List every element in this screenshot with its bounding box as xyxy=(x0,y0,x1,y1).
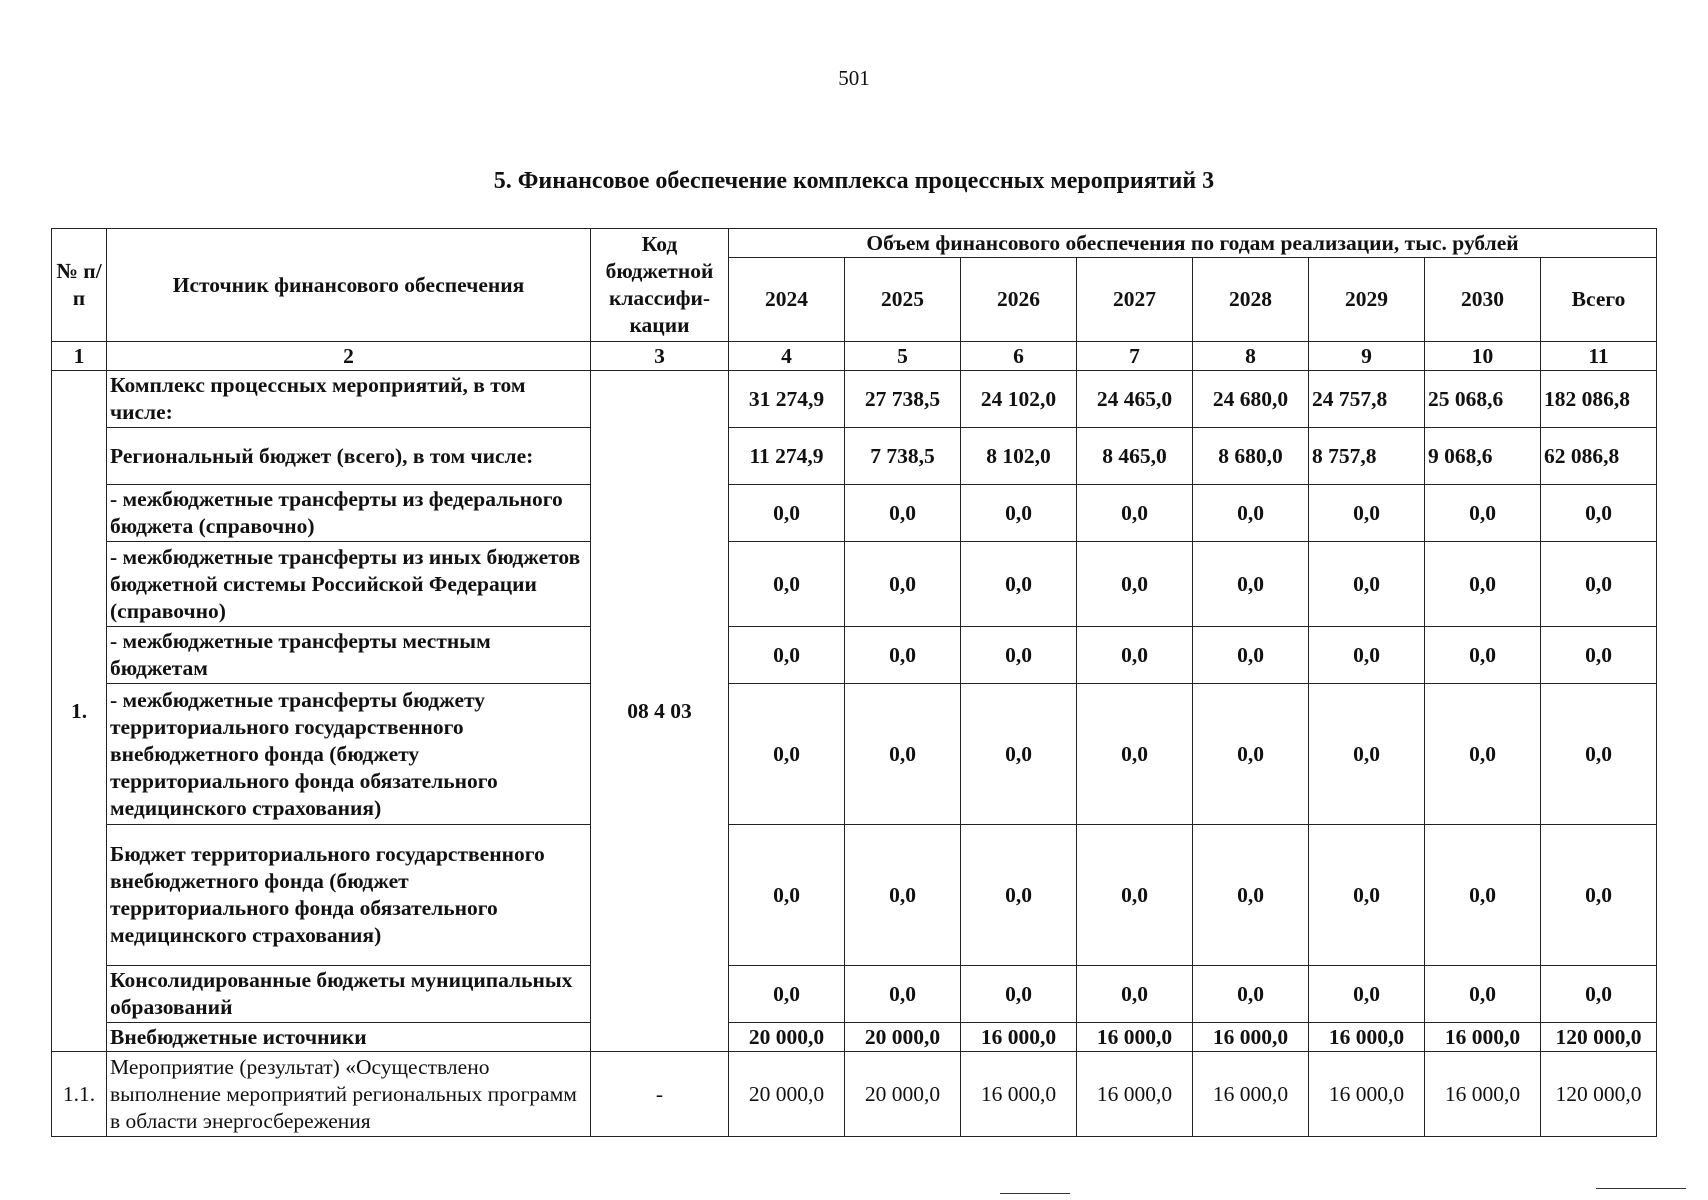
column-numbers-row xyxy=(52,342,1657,371)
row-value: 24 102,0 xyxy=(961,371,1077,428)
header-year: 2029 xyxy=(1309,258,1425,342)
column-number: 10 xyxy=(1425,342,1541,371)
row-value: 0,0 xyxy=(961,627,1077,684)
row-value: 0,0 xyxy=(729,542,845,627)
scan-line xyxy=(1000,1193,1070,1194)
table-row xyxy=(52,428,1657,485)
table-row xyxy=(52,1052,1657,1137)
row-value: 8 102,0 xyxy=(961,428,1077,485)
table-row xyxy=(52,1023,1657,1052)
row-value: 8 757,8 xyxy=(1309,428,1425,485)
table-row xyxy=(52,485,1657,542)
row-code: - xyxy=(591,1052,729,1137)
row-value: 24 465,0 xyxy=(1077,371,1193,428)
row-value: 16 000,0 xyxy=(1077,1052,1193,1137)
row-value: 0,0 xyxy=(729,684,845,825)
row-value: 0,0 xyxy=(1425,966,1541,1023)
row-value: 0,0 xyxy=(845,485,961,542)
row-source: Консолидированные бюджеты муниципальных образований xyxy=(107,966,591,1023)
row-value: 0,0 xyxy=(961,485,1077,542)
row-value: 0,0 xyxy=(1541,825,1657,966)
row-value: 0,0 xyxy=(1541,966,1657,1023)
row-source: Внебюджетные источники xyxy=(107,1023,591,1052)
column-number: 5 xyxy=(845,342,961,371)
row-value: 0,0 xyxy=(1193,966,1309,1023)
row-value: 8 465,0 xyxy=(1077,428,1193,485)
row-value: 27 738,5 xyxy=(845,371,961,428)
scan-line xyxy=(1596,1188,1686,1189)
table-row xyxy=(52,542,1657,627)
row-value: 0,0 xyxy=(1425,542,1541,627)
row-source: - межбюджетные трансферты из иных бюджетов бюджетной системы Российской Федерации (справочно) xyxy=(107,542,591,627)
row-value: 16 000,0 xyxy=(1077,1023,1193,1052)
row-value: 20 000,0 xyxy=(729,1052,845,1137)
row-value: 62 086,8 xyxy=(1541,428,1657,485)
row-value: 120 000,0 xyxy=(1541,1052,1657,1137)
table-row xyxy=(52,684,1657,825)
row-value: 0,0 xyxy=(1309,966,1425,1023)
row-value: 0,0 xyxy=(1193,485,1309,542)
row-value: 0,0 xyxy=(1309,485,1425,542)
table-row xyxy=(52,825,1657,966)
row-value: 16 000,0 xyxy=(1309,1023,1425,1052)
column-number: 11 xyxy=(1541,342,1657,371)
row-value: 0,0 xyxy=(1309,825,1425,966)
row-value: 0,0 xyxy=(1309,542,1425,627)
row-source: Мероприятие (результат) «Осуществлено выполнение мероприятий региональных программ в области энергосбережения xyxy=(107,1052,591,1137)
header-total: Всего xyxy=(1541,258,1657,342)
row-value: 0,0 xyxy=(845,684,961,825)
row-value: 16 000,0 xyxy=(1193,1052,1309,1137)
row-value: 16 000,0 xyxy=(1193,1023,1309,1052)
row-value: 16 000,0 xyxy=(1309,1052,1425,1137)
row-value: 0,0 xyxy=(729,627,845,684)
row-value: 20 000,0 xyxy=(845,1052,961,1137)
header-year: 2025 xyxy=(845,258,961,342)
row-value: 24 757,8 xyxy=(1309,371,1425,428)
row-value: 0,0 xyxy=(1309,684,1425,825)
column-number: 7 xyxy=(1077,342,1193,371)
header-year: 2030 xyxy=(1425,258,1541,342)
row-value: 0,0 xyxy=(729,825,845,966)
table-row xyxy=(52,966,1657,1023)
row-value: 16 000,0 xyxy=(961,1023,1077,1052)
row-value: 0,0 xyxy=(845,542,961,627)
row-value: 16 000,0 xyxy=(1425,1052,1541,1137)
row-number: 1.1. xyxy=(52,1052,107,1137)
header-volume: Объем финансового обеспечения по годам реализации, тыс. рублей xyxy=(729,229,1657,258)
row-value: 0,0 xyxy=(961,542,1077,627)
row-value: 16 000,0 xyxy=(961,1052,1077,1137)
row-value: 0,0 xyxy=(1077,485,1193,542)
row-value: 31 274,9 xyxy=(729,371,845,428)
header-source: Источник финансового обеспечения xyxy=(107,229,591,342)
column-number: 1 xyxy=(52,342,107,371)
row-value: 25 068,6 xyxy=(1425,371,1541,428)
row-source: Региональный бюджет (всего), в том числе: xyxy=(107,428,591,485)
header-code: Код бюджетной классифи-кации xyxy=(591,229,729,342)
table-row xyxy=(52,371,1657,428)
row-value: 11 274,9 xyxy=(729,428,845,485)
row-value: 20 000,0 xyxy=(729,1023,845,1052)
row-value: 0,0 xyxy=(1541,542,1657,627)
row-value: 120 000,0 xyxy=(1541,1023,1657,1052)
row-value: 7 738,5 xyxy=(845,428,961,485)
row-value: 24 680,0 xyxy=(1193,371,1309,428)
row-value: 0,0 xyxy=(1077,966,1193,1023)
table-row xyxy=(52,627,1657,684)
row-value: 0,0 xyxy=(1425,485,1541,542)
column-number: 3 xyxy=(591,342,729,371)
row-value: 0,0 xyxy=(845,966,961,1023)
page-number: 501 xyxy=(838,66,870,90)
header-year: 2026 xyxy=(961,258,1077,342)
row-source: - межбюджетные трансферты бюджету территориального государственного внебюджетного фонда (бюджету территориального фонда обязательного медицинского страхования) xyxy=(107,684,591,825)
column-number: 6 xyxy=(961,342,1077,371)
row-value: 0,0 xyxy=(1309,627,1425,684)
row-value: 0,0 xyxy=(1425,627,1541,684)
row-value: 0,0 xyxy=(1077,825,1193,966)
row-value: 8 680,0 xyxy=(1193,428,1309,485)
header-year: 2024 xyxy=(729,258,845,342)
row-value: 0,0 xyxy=(845,627,961,684)
header-year: 2027 xyxy=(1077,258,1193,342)
row-value: 16 000,0 xyxy=(1425,1023,1541,1052)
row-source: Бюджет территориального государственного внебюджетного фонда (бюджет территориального фонда обязательного медицинского страхования) xyxy=(107,825,591,966)
financing-table xyxy=(51,228,1657,1137)
row-value: 0,0 xyxy=(1541,684,1657,825)
row-value: 9 068,6 xyxy=(1425,428,1541,485)
row-value: 20 000,0 xyxy=(845,1023,961,1052)
row-value: 0,0 xyxy=(1425,825,1541,966)
row-source: - межбюджетные трансферты местным бюджетам xyxy=(107,627,591,684)
row-source: Комплекс процессных мероприятий, в том числе: xyxy=(107,371,591,428)
row-number: 1. xyxy=(52,371,107,1052)
column-number: 8 xyxy=(1193,342,1309,371)
row-value: 0,0 xyxy=(961,966,1077,1023)
row-value: 182 086,8 xyxy=(1541,371,1657,428)
header-year: 2028 xyxy=(1193,258,1309,342)
column-number: 2 xyxy=(107,342,591,371)
row-value: 0,0 xyxy=(729,485,845,542)
row-value: 0,0 xyxy=(729,966,845,1023)
row-value: 0,0 xyxy=(1193,825,1309,966)
column-number: 9 xyxy=(1309,342,1425,371)
row-value: 0,0 xyxy=(961,684,1077,825)
row-value: 0,0 xyxy=(1077,684,1193,825)
column-number: 4 xyxy=(729,342,845,371)
row-value: 0,0 xyxy=(1077,627,1193,684)
row-value: 0,0 xyxy=(1193,542,1309,627)
row-value: 0,0 xyxy=(1193,684,1309,825)
row-value: 0,0 xyxy=(961,825,1077,966)
row-value: 0,0 xyxy=(845,825,961,966)
row-value: 0,0 xyxy=(1077,542,1193,627)
header-no: № п/п xyxy=(52,229,107,342)
row-value: 0,0 xyxy=(1541,485,1657,542)
row-value: 0,0 xyxy=(1425,684,1541,825)
row-code: 08 4 03 xyxy=(591,371,729,1052)
row-value: 0,0 xyxy=(1193,627,1309,684)
header-row xyxy=(52,229,1657,258)
section-title: 5. Финансовое обеспечение комплекса процессных мероприятий 3 xyxy=(493,168,1215,194)
row-source: - межбюджетные трансферты из федерального бюджета (справочно) xyxy=(107,485,591,542)
row-value: 0,0 xyxy=(1541,627,1657,684)
